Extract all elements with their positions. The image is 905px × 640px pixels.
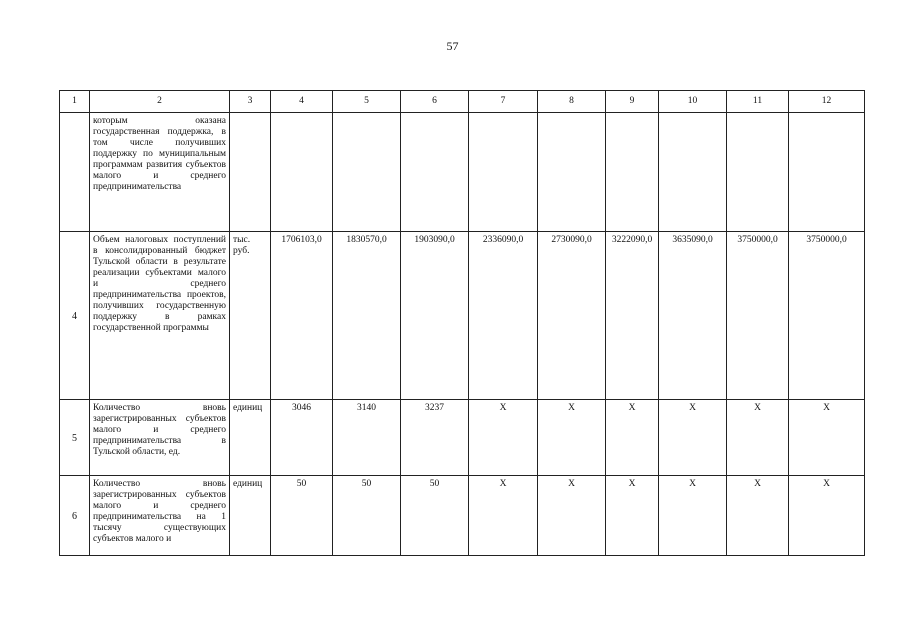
header-cell: 4 xyxy=(271,91,333,113)
page-number: 57 xyxy=(446,39,459,53)
value-cell: 50 xyxy=(271,476,333,556)
header-cell: 1 xyxy=(60,91,90,113)
value-cell: 3635090,0 xyxy=(659,232,727,400)
value-cell: 1830570,0 xyxy=(333,232,401,400)
header-cell: 3 xyxy=(230,91,271,113)
unit-cell: единиц xyxy=(230,476,271,556)
header-cell: 11 xyxy=(727,91,789,113)
value-cell: 1903090,0 xyxy=(401,232,469,400)
value-cell: 3222090,0 xyxy=(606,232,659,400)
value-cell: Х xyxy=(789,476,865,556)
value-cell: 2336090,0 xyxy=(469,232,538,400)
value-cell: 2730090,0 xyxy=(538,232,606,400)
header-cell: 12 xyxy=(789,91,865,113)
table-row xyxy=(60,400,865,476)
row-number: 4 xyxy=(60,232,90,400)
value-cell: 1706103,0 xyxy=(271,232,333,400)
header-cell: 8 xyxy=(538,91,606,113)
table-header-row xyxy=(60,91,865,113)
row-number: 6 xyxy=(60,476,90,556)
row-number: 5 xyxy=(60,400,90,476)
value-cell: 50 xyxy=(333,476,401,556)
value-cell: Х xyxy=(538,400,606,476)
value-cell xyxy=(333,113,401,232)
value-cell: Х xyxy=(727,476,789,556)
value-cell: 3046 xyxy=(271,400,333,476)
row-number xyxy=(60,113,90,232)
value-cell: 3750000,0 xyxy=(727,232,789,400)
value-cell: Х xyxy=(469,400,538,476)
header-cell: 10 xyxy=(659,91,727,113)
table-row xyxy=(60,476,865,556)
value-cell: Х xyxy=(606,476,659,556)
value-cell xyxy=(401,113,469,232)
header-cell: 5 xyxy=(333,91,401,113)
value-cell: 3237 xyxy=(401,400,469,476)
value-cell xyxy=(538,113,606,232)
value-cell xyxy=(606,113,659,232)
value-cell: 3140 xyxy=(333,400,401,476)
header-cell: 6 xyxy=(401,91,469,113)
value-cell: Х xyxy=(789,400,865,476)
unit-cell: единиц xyxy=(230,400,271,476)
value-cell: Х xyxy=(469,476,538,556)
value-cell xyxy=(659,113,727,232)
value-cell: Х xyxy=(606,400,659,476)
value-cell xyxy=(469,113,538,232)
unit-cell: тыс. руб. xyxy=(230,232,271,400)
indicator-table xyxy=(59,90,865,556)
indicator-name: которым оказана государственная поддержка, в том числе получивших поддержку по муниципальным программам развития субъектов малого и среднего предпринимательства xyxy=(90,113,230,232)
value-cell xyxy=(789,113,865,232)
indicator-name: Количество вновь зарегистрированных субъектов малого и среднего предпринимательства в Тульской области, ед. xyxy=(90,400,230,476)
value-cell xyxy=(271,113,333,232)
value-cell: 50 xyxy=(401,476,469,556)
unit-cell xyxy=(230,113,271,232)
header-cell: 2 xyxy=(90,91,230,113)
table-row xyxy=(60,232,865,400)
value-cell: Х xyxy=(538,476,606,556)
value-cell: Х xyxy=(727,400,789,476)
header-cell: 9 xyxy=(606,91,659,113)
value-cell: 3750000,0 xyxy=(789,232,865,400)
value-cell: Х xyxy=(659,400,727,476)
indicator-name: Количество вновь зарегистрированных субъектов малого и среднего предпринимательства на 1 тысячу существующих субъектов малого и xyxy=(90,476,230,556)
header-cell: 7 xyxy=(469,91,538,113)
indicator-name: Объем налоговых поступлений в консолидированный бюджет Тульской области в результате реализации субъектами малого и среднего предпринимательства проектов, получивших государственную поддержку в рамках государственной программы xyxy=(90,232,230,400)
value-cell: Х xyxy=(659,476,727,556)
value-cell xyxy=(727,113,789,232)
table-row xyxy=(60,113,865,232)
